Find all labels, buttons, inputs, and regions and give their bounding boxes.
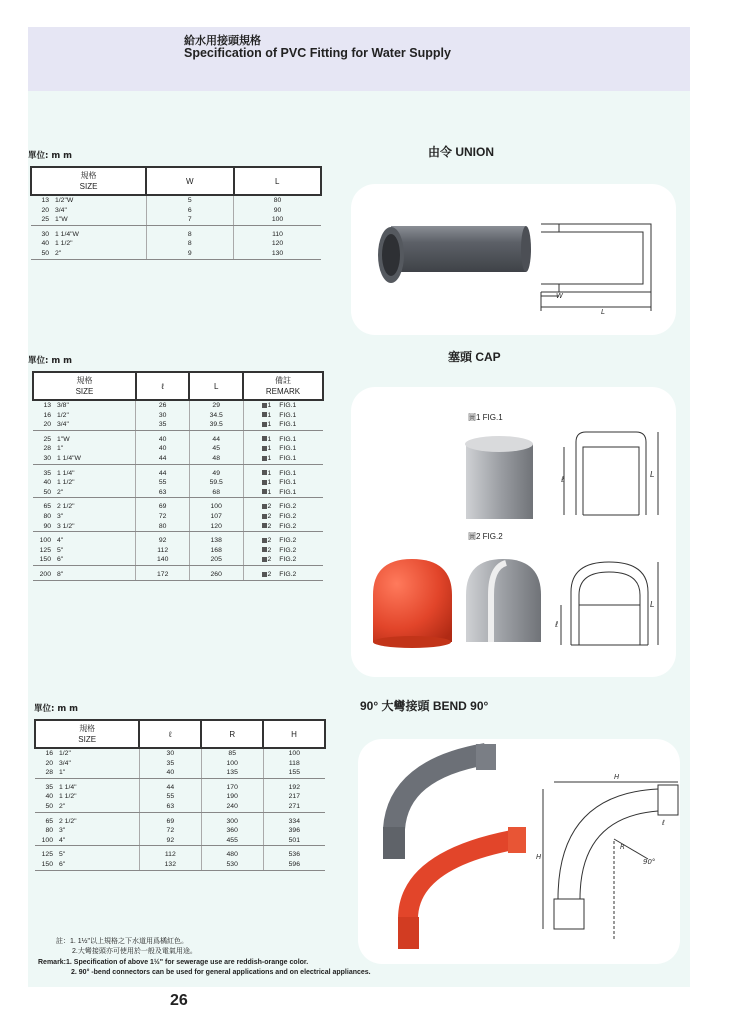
size-cell: 150 6" — [35, 860, 139, 870]
value-cell: 40 — [139, 768, 201, 778]
column-header: L — [189, 372, 243, 400]
value-cell: 112 — [136, 546, 189, 556]
value-cell: 334 — [263, 812, 325, 826]
size-cell: 65 2 1/2" — [45, 817, 77, 825]
table-row — [35, 802, 325, 812]
value-cell: 110 — [234, 225, 322, 239]
value-cell: 360 — [201, 826, 263, 836]
column-header: L — [234, 167, 322, 195]
table-row — [31, 206, 321, 216]
table-row — [33, 464, 323, 478]
size-cell: 200 8" — [33, 565, 136, 580]
bend-dim-small-l: ℓ — [662, 819, 665, 827]
remark-cell: 2 FIG.2 — [243, 532, 323, 546]
value-cell: 100 — [234, 215, 322, 225]
value-cell: 29 — [189, 400, 243, 411]
value-cell: 170 — [201, 778, 263, 792]
table-header-row — [33, 372, 323, 400]
table-row — [33, 478, 323, 488]
union-spec-table — [30, 166, 322, 260]
size-cell: 40 1 1/2" — [43, 479, 75, 487]
value-cell: 396 — [263, 826, 325, 836]
table-row — [31, 249, 321, 259]
table-row — [33, 555, 323, 565]
union-illustration — [351, 184, 676, 335]
size-cell: 25 1"W — [31, 215, 146, 225]
cap-fig1-photo — [465, 436, 533, 519]
size-cell: 50 2" — [31, 249, 146, 259]
table-row — [31, 215, 321, 225]
value-cell: 69 — [136, 498, 189, 512]
value-cell: 39.5 — [189, 420, 243, 430]
table-row — [35, 778, 325, 792]
bend-spec-table — [34, 719, 326, 871]
value-cell: 596 — [263, 860, 325, 870]
column-header: 備註 REMARK — [243, 372, 323, 400]
size-cell: 50 2" — [35, 802, 139, 812]
table-row — [33, 546, 323, 556]
value-cell: 135 — [201, 768, 263, 778]
union-image-panel — [351, 184, 676, 335]
bend-unit-label: 單位: m m — [34, 704, 79, 714]
size-cell: 16 1/2" — [45, 750, 71, 757]
size-cell: 65 2 1/2" — [43, 503, 75, 511]
value-cell: 9 — [146, 249, 233, 259]
table-header-row — [31, 167, 321, 195]
bend-section-title: 90° 大彎接頭 BEND 90° — [360, 699, 489, 713]
table-row — [31, 225, 321, 239]
value-cell: 130 — [234, 249, 322, 259]
value-cell: 63 — [136, 488, 189, 498]
value-cell: 118 — [263, 759, 325, 769]
notes-en-prefix: Remark: — [38, 959, 67, 966]
value-cell: 40 — [136, 430, 189, 444]
remark-cell: 2 FIG.2 — [243, 522, 323, 532]
table-row — [35, 792, 325, 802]
size-cell: 13 3/8" — [43, 402, 69, 409]
column-header: H — [263, 720, 325, 748]
remark-cell: 2 FIG.2 — [243, 546, 323, 556]
value-cell: 172 — [136, 565, 189, 580]
notes-english — [38, 958, 371, 978]
union-unit-label: 單位: m m — [28, 151, 73, 161]
column-header: W — [146, 167, 233, 195]
cap-fig2-drawing — [561, 562, 658, 645]
remark-cell: 2 FIG.2 — [243, 555, 323, 565]
bend-drawing — [543, 782, 678, 939]
cap-fig2-label: 圖2 FIG.2 — [468, 532, 503, 541]
bend-illustration — [358, 739, 680, 964]
value-cell: 501 — [263, 836, 325, 846]
cap-fig2-red-photo — [373, 559, 452, 648]
table-row — [31, 195, 321, 206]
size-cell: 125 5" — [41, 851, 66, 859]
cap-section-title: 塞頭 CAP — [448, 350, 501, 364]
value-cell: 132 — [139, 860, 201, 870]
value-cell: 138 — [189, 532, 243, 546]
notes-chinese — [56, 937, 197, 957]
table-row — [33, 430, 323, 444]
table-row — [33, 420, 323, 430]
notes-en-2: 2. 90° -bend connectors can be used for general applications and on electrical appliances. — [71, 969, 371, 976]
column-header: ℓ — [139, 720, 201, 748]
union-section-title: 由令 UNION — [428, 145, 495, 159]
value-cell: 455 — [201, 836, 263, 846]
size-cell: 90 3 1/2" — [33, 522, 136, 532]
table-row — [33, 444, 323, 454]
spec-page — [28, 27, 690, 987]
remark-cell: 1 FIG.1 — [243, 478, 323, 488]
size-cell: 40 1 1/2" — [45, 793, 77, 801]
union-photo — [391, 226, 526, 272]
size-cell: 100 4" — [35, 836, 139, 846]
value-cell: 72 — [136, 512, 189, 522]
value-cell: 8 — [146, 225, 233, 239]
table-row — [35, 846, 325, 860]
cap-fig2-gray-photo — [466, 559, 541, 642]
value-cell: 45 — [189, 444, 243, 454]
table-row — [33, 565, 323, 580]
remark-cell: 1 FIG.1 — [243, 430, 323, 444]
column-header: R — [201, 720, 263, 748]
value-cell: 59.5 — [189, 478, 243, 488]
table-row — [33, 522, 323, 532]
value-cell: 240 — [201, 802, 263, 812]
remark-cell: 1 FIG.1 — [243, 400, 323, 411]
cap-fig1-dim-small-l: ℓ — [561, 475, 565, 484]
cap-spec-table — [32, 371, 324, 581]
value-cell: 35 — [136, 420, 189, 430]
remark-cell: 1 FIG.1 — [243, 411, 323, 421]
value-cell: 155 — [263, 768, 325, 778]
cap-unit-label: 單位: m m — [28, 356, 73, 366]
table-row — [33, 488, 323, 498]
value-cell: 7 — [146, 215, 233, 225]
value-cell: 55 — [136, 478, 189, 488]
bend-dim-h-side: H — [536, 853, 542, 861]
value-cell: 480 — [201, 846, 263, 860]
value-cell: 530 — [201, 860, 263, 870]
value-cell: 72 — [139, 826, 201, 836]
header-band — [28, 27, 690, 91]
remark-cell: 2 FIG.2 — [243, 512, 323, 522]
value-cell: 8 — [146, 239, 233, 249]
value-cell: 48 — [189, 454, 243, 464]
value-cell: 68 — [189, 488, 243, 498]
title-english: Specification of PVC Fitting for Water Supply — [184, 46, 451, 60]
value-cell: 217 — [263, 792, 325, 802]
table-row — [33, 512, 323, 522]
column-header: 規格 SIZE — [33, 372, 136, 400]
value-cell: 107 — [189, 512, 243, 522]
value-cell: 80 — [234, 195, 322, 206]
value-cell: 271 — [263, 802, 325, 812]
table-row — [35, 812, 325, 826]
size-cell: 35 1 1/4" — [43, 469, 75, 477]
table-row — [31, 239, 321, 249]
size-cell: 150 6" — [33, 555, 136, 565]
notes-zh-1: 1. 1½"以上規格之下水道用爲橘紅色。 — [70, 938, 188, 945]
value-cell: 44 — [136, 454, 189, 464]
cap-fig2-dim-l: L — [650, 600, 655, 609]
page-number: 26 — [170, 992, 188, 1009]
value-cell: 6 — [146, 206, 233, 216]
table-row — [33, 411, 323, 421]
bend-image-panel — [358, 739, 680, 964]
size-cell: 100 4" — [39, 537, 64, 545]
size-cell: 40 1 1/2" — [41, 240, 73, 248]
remark-cell: 2 FIG.2 — [243, 565, 323, 580]
value-cell: 90 — [234, 206, 322, 216]
value-cell: 44 — [139, 778, 201, 792]
size-cell: 20 3/4" — [45, 759, 71, 767]
value-cell: 100 — [189, 498, 243, 512]
cap-illustration — [351, 387, 676, 677]
value-cell: 92 — [139, 836, 201, 846]
size-cell: 30 1 1/4"W — [41, 230, 79, 238]
value-cell: 55 — [139, 792, 201, 802]
value-cell: 30 — [139, 748, 201, 759]
remark-cell: 1 FIG.1 — [243, 420, 323, 430]
value-cell: 44 — [136, 464, 189, 478]
cap-fig1-drawing — [564, 432, 658, 515]
table-row — [33, 400, 323, 411]
table-row — [33, 498, 323, 512]
value-cell: 260 — [189, 565, 243, 580]
value-cell: 26 — [136, 400, 189, 411]
value-cell: 49 — [189, 464, 243, 478]
size-cell: 80 3" — [45, 827, 66, 835]
value-cell: 44 — [189, 430, 243, 444]
value-cell: 100 — [201, 759, 263, 769]
value-cell: 192 — [263, 778, 325, 792]
value-cell: 190 — [201, 792, 263, 802]
table-row — [33, 454, 323, 464]
column-header: ℓ — [136, 372, 189, 400]
value-cell: 69 — [139, 812, 201, 826]
size-cell: 80 3" — [43, 512, 64, 520]
size-cell: 20 3/4" — [33, 420, 136, 430]
value-cell: 35 — [139, 759, 201, 769]
value-cell: 112 — [139, 846, 201, 860]
size-cell: 50 2" — [33, 488, 136, 498]
value-cell: 30 — [136, 411, 189, 421]
cap-fig1-dim-l: L — [650, 470, 655, 479]
value-cell: 40 — [136, 444, 189, 454]
bend-orange-photo — [398, 827, 526, 949]
value-cell: 34.5 — [189, 411, 243, 421]
size-cell: 30 1 1/4"W — [33, 454, 136, 464]
remark-cell: 1 FIG.1 — [243, 444, 323, 454]
value-cell: 92 — [136, 532, 189, 546]
union-dim-w: W — [556, 292, 563, 300]
size-cell: 25 1"W — [43, 435, 70, 443]
remark-cell: 2 FIG.2 — [243, 498, 323, 512]
remark-cell: 1 FIG.1 — [243, 488, 323, 498]
table-row — [35, 759, 325, 769]
table-header-row — [35, 720, 325, 748]
value-cell: 300 — [201, 812, 263, 826]
notes-zh-2: 2.大彎接頭亦可使用於一般及電氣用途。 — [72, 948, 197, 955]
remark-cell: 1 FIG.1 — [243, 464, 323, 478]
value-cell: 140 — [136, 555, 189, 565]
size-cell: 28 1" — [35, 768, 139, 778]
table-row — [35, 860, 325, 870]
value-cell: 536 — [263, 846, 325, 860]
size-cell: 13 1/2"W — [41, 197, 74, 204]
cap-fig1-label: 圖1 FIG.1 — [468, 413, 503, 422]
column-header: 規格 SIZE — [35, 720, 139, 748]
union-dim-l: L — [601, 308, 605, 316]
table-row — [35, 748, 325, 759]
table-row — [35, 836, 325, 846]
notes-zh-prefix: 註： — [56, 938, 70, 945]
size-cell: 28 1" — [43, 445, 64, 453]
value-cell: 205 — [189, 555, 243, 565]
table-row — [35, 768, 325, 778]
bend-dim-r: R — [620, 843, 625, 851]
column-header: 規格 SIZE — [31, 167, 146, 195]
size-cell: 16 1/2" — [43, 411, 69, 419]
remark-cell: 1 FIG.1 — [243, 454, 323, 464]
value-cell: 80 — [136, 522, 189, 532]
cap-image-panel — [351, 387, 676, 677]
value-cell: 85 — [201, 748, 263, 759]
bend-dim-angle: 90° — [643, 858, 656, 866]
size-cell: 125 5" — [39, 546, 64, 554]
value-cell: 63 — [139, 802, 201, 812]
value-cell: 120 — [234, 239, 322, 249]
cap-fig2-dim-small-l: ℓ — [555, 620, 559, 629]
value-cell: 120 — [189, 522, 243, 532]
value-cell: 168 — [189, 546, 243, 556]
value-cell: 5 — [146, 195, 233, 206]
notes-en-1: 1. Specification of above 1½" for sewerage use are reddish-orange color. — [66, 959, 309, 966]
value-cell: 100 — [263, 748, 325, 759]
title-chinese: 給水用接頭規格 — [184, 34, 261, 47]
size-cell: 35 1 1/4" — [45, 783, 77, 791]
table-row — [35, 826, 325, 836]
table-row — [33, 532, 323, 546]
size-cell: 20 3/4" — [41, 206, 67, 214]
bend-dim-h-top: H — [614, 773, 620, 781]
